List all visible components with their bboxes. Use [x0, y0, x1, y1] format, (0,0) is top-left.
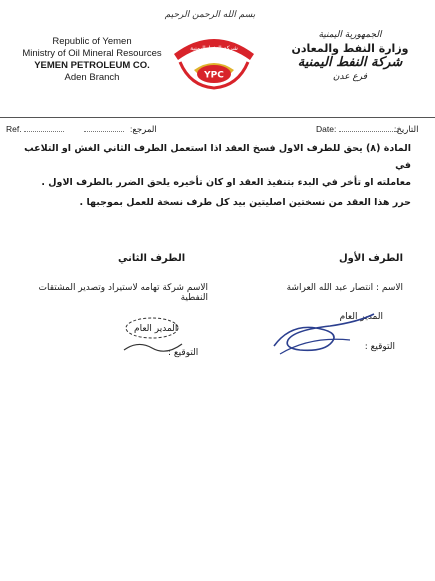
header-ar-line-3: شركة النفط اليمنية — [297, 55, 403, 70]
article-8-line-2: معاملته او تأخر في البدء بتنفيذ العقد او كان تأخيره يلحق الضرر بالطرف الاول . — [41, 177, 411, 188]
second-party-name: الاسم شركة تهامه لاستيراد وتصدير المشتقات النفطية — [38, 283, 208, 303]
second-party-signature-icon — [118, 312, 188, 358]
header-ar-line-1: الجمهورية اليمنية — [318, 30, 382, 40]
ypc-logo-icon — [166, 26, 262, 96]
contract-closing: حرر هذا العقد من نسختين اصليتين بيد كل طرف نسخة للعمل بموجبها . — [79, 197, 411, 208]
date-ar-label: التاريخ: — [394, 124, 419, 134]
ref-field — [6, 124, 64, 134]
second-party-role: المدير العام — [134, 324, 178, 334]
second-party-sign-label: التوقيع : — [168, 348, 199, 358]
header-en-line-1: Republic of Yemen — [52, 36, 132, 47]
header-en-line-3: YEMEN PETROLEUM CO. — [34, 60, 150, 71]
header-arabic — [275, 28, 425, 84]
header-ar-line-2: وزارة النفط والمعادن — [291, 42, 409, 55]
header-divider — [0, 117, 435, 118]
first-party-sign-label: التوقيع : — [364, 342, 395, 352]
logo-arabic-text: شركة النفط اليمنية — [190, 45, 238, 52]
ref-label: Ref. — [6, 124, 22, 134]
date-label: Date: — [316, 124, 337, 134]
article-8-line-1: المادة (٨) يحق للطرف الاول فسخ العقد اذا استعمل الطرف الثاني الغش او التلاعب في — [24, 143, 411, 171]
logo-text: YPC — [204, 70, 224, 81]
first-party-role: المدير العام — [339, 312, 383, 322]
header-en-line-2: Ministry of Oil Mineral Resources — [22, 48, 162, 59]
first-party-signature-icon — [270, 306, 380, 362]
date-field — [316, 124, 399, 134]
first-party-name: الاسم : انتصار عبد الله العراشة — [286, 283, 403, 293]
ref-ar-label: المرجع: — [130, 124, 157, 134]
ref-dots — [84, 124, 124, 134]
first-party-title: الطرف الأول — [338, 253, 403, 264]
header-ar-line-4: فرع عدن — [332, 72, 368, 82]
contract-article-8 — [24, 140, 411, 191]
second-party-title: الطرف الثاني — [118, 253, 186, 264]
basmala: بسم الله الرحمن الرحيم — [164, 10, 256, 20]
header-english — [12, 36, 172, 84]
header-en-line-4: Aden Branch — [64, 72, 120, 83]
